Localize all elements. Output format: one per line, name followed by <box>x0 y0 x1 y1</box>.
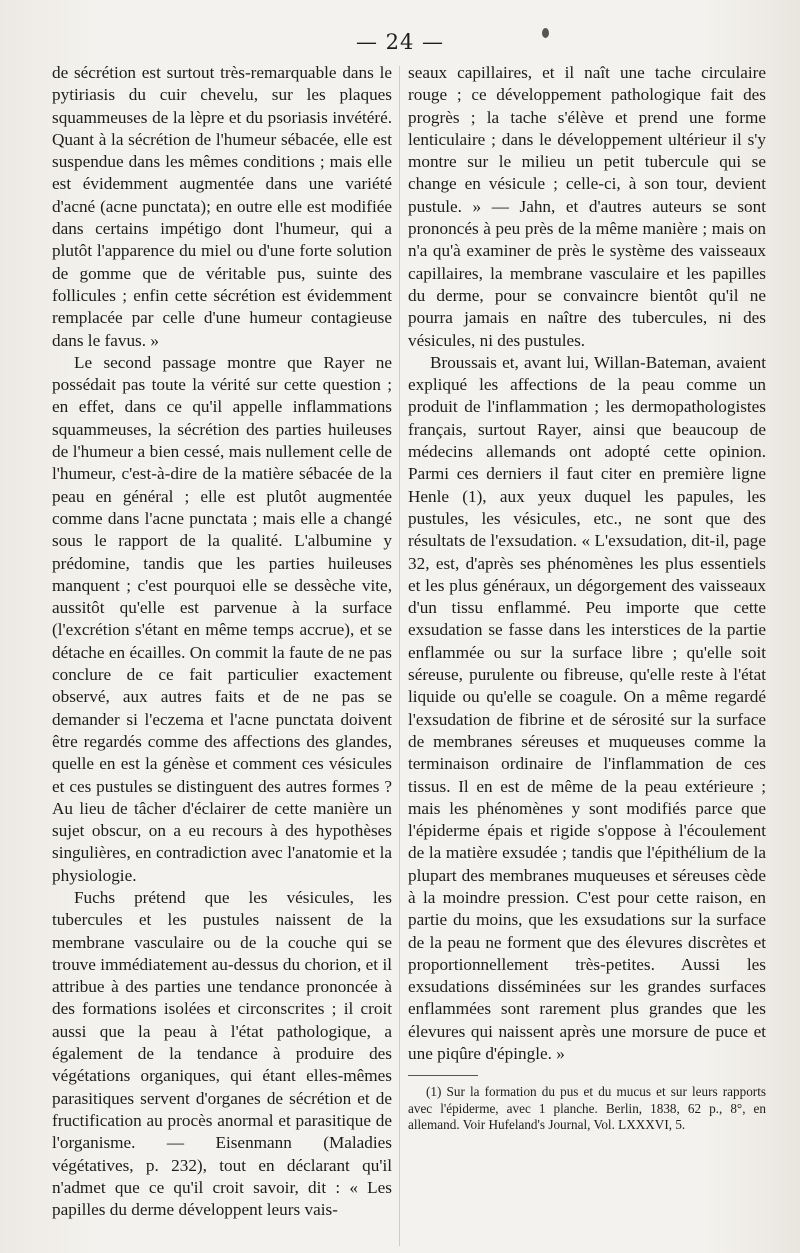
left-column <box>52 62 392 1221</box>
paragraph: Fuchs prétend que les vésicules, les tubercules et les pustules naissent de la membrane vasculaire ou de la couche qui se trouve immédiatement au-dessus du chorion, et il attribue à des parties une tendance prononcée à des formations isolées et circonscrites ; il croit aussi que la peau à l'état pathologique, a également de la tendance à produire des végétations organiques, qui étant elles-mêmes parasitiques servent d'organes de sécrétion et de fructification au procès anormal et parasitique de l'organisme. — Eisenmann (Maladies végétatives, p. 232), tout en déclarant qu'il n'admet que ce qu'il croit savoir, dit : « Les papilles du derme développent leurs vais- <box>52 887 392 1220</box>
paragraph: de sécrétion est surtout très-remarquable dans le pytiriasis du cuir chevelu, sur les plaques squammeuses de la lèpre et du psoriasis invétéré. Quant à la sécrétion de l'humeur sébacée, elle est suspendue dans les mêmes conditions ; mais elle est évidemment augmentée dans une variété d'acné (acne punctata); en outre elle est modifiée dans certains impétigo dont l'humeur, qui a plutôt l'apparence du miel ou d'une forte solution de gomme que de véritable pus, suinte des follicules ; enfin cette sécrétion est évidemment remplacée par celle d'une humeur contagieuse dans le favus. » <box>52 63 392 350</box>
paragraph: Le second passage montre que Rayer ne possédait pas toute la vérité sur cette question ; en effet, dans ce qu'il appelle inflammations squammeuses, la sécrétion des parties huileuses de l'humeur a bien cessé, mais nullement celle de l'humeur, c'est-à-dire de la matière sébacée de la peau en général ; elle est plutôt augmentée comme dans l'acne punctata ; mais elle a changé sous le rapport de la qualité. L'albumine y prédomine, tandis que les parties huileuses manquent ; c'est pourquoi elle se dessèche vite, aussitôt qu'elle est parvenue à la surface (l'excrétion s'étant en même temps accrue), et se détache en écailles. On commit la faute de ne pas conclure de ce fait particulier exactement observé, aux autres faits et de ne pas se demander si l'eczema et l'acne punctata doivent être regardés comme des affections des glandes, quelle en est la génèse et comment ces vésicules et ces pustules se distinguent des autres formes ? Au lieu de tâcher d'éclairer de cette manière un sujet obscur, on a eu recours à des hypothèses singulières, en contradiction avec l'anatomie et la physiologie. <box>52 352 392 885</box>
paragraph: seaux capillaires, et il naît une tache circulaire rouge ; ce développement pathologique fait des progrès ; la tache s'élève et prend une forme lenticulaire ; dans le développement ultérieur il s'y montre sur le milieu un petit tubercule qui se change en vésicule ; celle-ci, à son tour, devient pustule. » — Jahn, et d'autres auteurs se sont prononcés à peu près de la même manière ; mais on n'a qu'à examiner de près le système des vaisseaux capillaires, la membrane vasculaire et les papilles du derme, pour se convaincre bientôt qu'il ne pourra jamais en naître des tubercules, ni des vésicules, ni des pustules. <box>408 63 766 350</box>
footnote-rule <box>408 1075 478 1076</box>
page-number: — 24 — <box>355 30 445 54</box>
footnote: (1) Sur la formation du pus et du mucus et sur leurs rapports avec l'épiderme, avec 1 planche. Berlin, 1838, 62 p., 8°, en allemand. Voir Hufeland's Journal, Vol. LXXXVI, 5. <box>408 1084 766 1133</box>
paragraph: Broussais et, avant lui, Willan-Bateman, avaient expliqué les affections de la peau comme un produit de l'inflammation ; les dermopathologistes français, surtout Rayer, ainsi que beaucoup de médecins allemands ont adopté cette opinion. Parmi ces derniers il faut citer en première ligne Henle (1), aux yeux duquel les papules, les pustules, les vésicules, etc., ne sont que des résultats de l'exsudation. « L'exsudation, dit-il, page 32, est, d'après ses phénomènes les plus essentiels et les plus généraux, un dégorgement des vaisseaux d'un tissu enflammé. Peu importe que cette exsudation se fasse dans les interstices de la partie enflammée ou sur la surface libre ; qu'elle soit séreuse, purulente ou fibreuse, qu'elle reste à l'état liquide ou qu'elle se coagule. On a même regardé l'exsudation de fibrine et de sérosité sur la surface de membranes séreuses et muqueuses comme la terminaison ordinaire de l'inflammation de ces tissus. Il en est de même de la peau extérieure ; mais les phénomènes y sont modifiés parce que l'épiderme épais et rigide s'oppose à l'écoulement de la matière exsudée ; tandis que l'épithélium de la plupart des membranes muqueuses et séreuses cède à la moindre pression. C'est pour cette raison, en partie du moins, que les exsudations sur la surface de la peau ne forment que des élevures discrètes et proportionnellement très-petites. Aussi les exsudations disséminées sur les grandes surfaces enflammées sont rarement plus grandes que les élevures qui naissent après une morsure de puce et une piqûre d'épingle. » <box>408 352 766 1064</box>
right-column <box>408 62 766 1134</box>
ink-spot <box>542 28 549 38</box>
column-divider <box>399 66 400 1246</box>
